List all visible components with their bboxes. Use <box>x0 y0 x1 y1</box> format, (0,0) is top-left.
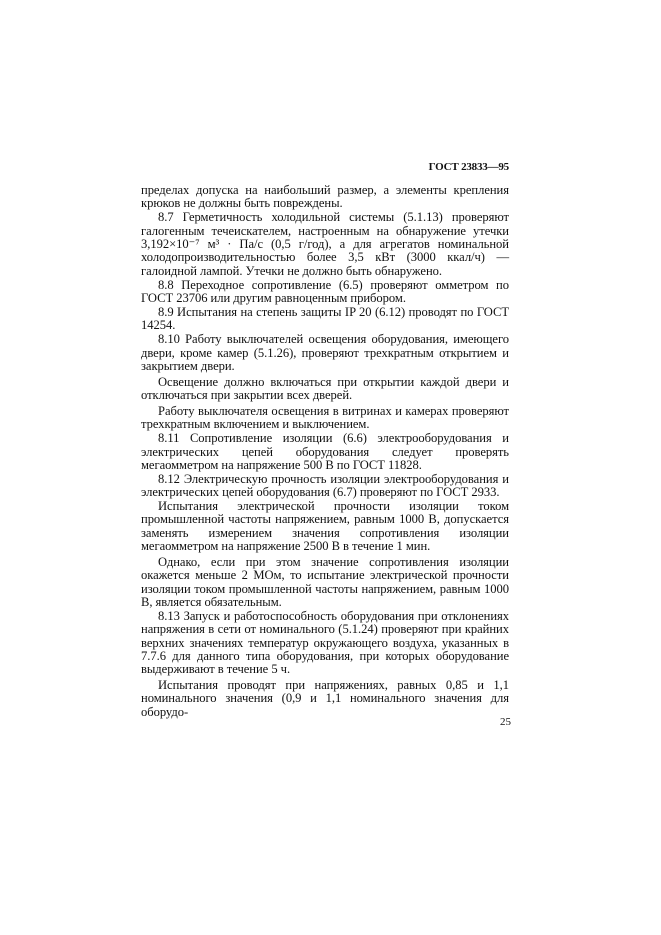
paragraph-8-12-however: Однако, если при этом значение сопротивления изоляции окажется меньше 2 МОм, то испытание электрической прочности изоляции током промышленной частоты напряжением, равным 1000 В, является обязательным. <box>141 554 509 609</box>
paragraph-continuation: пределах допуска на наибольший размер, а элементы крепления крюков не должны быть повреждены. <box>141 183 509 211</box>
document-code-header: ГОСТ 23833—95 <box>428 161 509 173</box>
paragraph-8-8: 8.8 Переходное сопротивление (6.5) проверяют омметром по ГОСТ 23706 или другим равноценным прибором. <box>141 277 509 305</box>
paragraph-8-10-lighting: Освещение должно включаться при открытии каждой двери и отключаться при закрытии всех дверей. <box>141 374 509 403</box>
paragraph-8-12: 8.12 Электрическую прочность изоляции электрооборудования и электрических цепей оборудования (6.7) проверяют по ГОСТ 2933. <box>141 471 509 500</box>
page-number: 25 <box>500 716 511 728</box>
document-body <box>141 184 509 720</box>
paragraph-8-7: 8.7 Герметичность холодильной системы (5.1.13) проверяют галогенным течеискателем, настроенным на обнаружение утечки 3,192×10⁻⁷ м³ · Па/с (0,5 г/год), а для агрегатов номинальной холодопроизводительностью более 3,5 кВт (3000 ккал/ч) — галоидной лампой. Утечки не должно быть обнаружено. <box>141 210 509 278</box>
paragraph-8-13: 8.13 Запуск и работоспособность оборудования при отклонениях напряжения в сети от номинального (5.1.24) проверяют при крайних верхних значениях температур окружающего воздуха, указанных в 7.7.6 для данного типа оборудования, при которых оборудование выдерживают в течение 5 ч. <box>141 608 509 677</box>
paragraph-8-11: 8.11 Сопротивление изоляции (6.6) электрооборудования и электрических цепей оборудования следует проверять мегаомметром на напряжение 500 В по ГОСТ 11828. <box>141 431 509 472</box>
paragraph-8-10-showcases: Работу выключателя освещения в витринах и камерах проверяют трехкратным включением и выключением. <box>141 403 509 432</box>
paragraph-8-12-test: Испытания электрической прочности изоляции током промышленной частоты напряжением, равным 1000 В, допускается заменять измерением значения сопротивления изоляции мегаомметром на напряжение 2500 В в течение 1 мин. <box>141 499 509 554</box>
paragraph-8-13-voltages: Испытания проводят при напряжениях, равных 0,85 и 1,1 номинального значения (0,9 и 1,1 номинального значения для оборудо- <box>141 678 509 719</box>
paragraph-8-10: 8.10 Работу выключателей освещения оборудования, имеющего двери, кроме камер (5.1.26), проверяют трехкратным открытием и закрытием двери. <box>141 332 509 373</box>
paragraph-8-9: 8.9 Испытания на степень защиты IP 20 (6.12) проводят по ГОСТ 14254. <box>141 304 509 333</box>
